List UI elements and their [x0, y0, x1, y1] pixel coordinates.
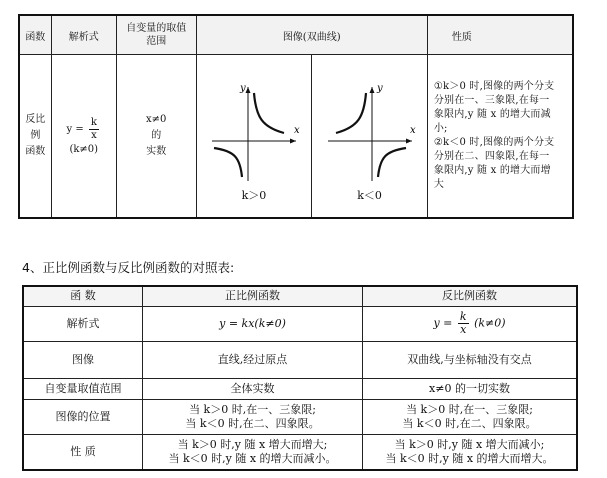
- inverse-proportion-table: [18, 14, 574, 219]
- function-name-cell: 反比 例 函数: [19, 55, 51, 219]
- row-label: 自变量取值范围: [23, 379, 143, 400]
- inverse-formula: y = $\frac{k}{x}$ (k≠0): [363, 306, 578, 341]
- graph-k-negative: [312, 55, 428, 219]
- header-direct-proportion: 正比例函数: [143, 286, 363, 306]
- hyperbola-positive-graph: [204, 69, 304, 189]
- table2-header-row: [23, 286, 577, 306]
- y-axis-label: y: [239, 83, 246, 94]
- formula-cell: y = $\frac{k}{x}$ (k≠0): [51, 55, 116, 219]
- header-expression: 解析式: [51, 15, 116, 55]
- y-axis-label: y: [376, 83, 383, 94]
- direct-graph-desc: 直线,经过原点: [143, 341, 363, 378]
- table-row: [23, 306, 577, 341]
- inverse-position: 当 k＞0 时,在一、三象限; 当 k＜0 时,在二、四象限。: [363, 399, 578, 434]
- graph-caption-negative: k＜0: [357, 189, 382, 202]
- x-axis-label: x: [293, 125, 300, 136]
- inverse-properties: 当 k＞0 时,y 随 x 增大而减小; 当 k＜0 时,y 随 x 的增大而增大。: [363, 435, 578, 470]
- header-function: 函 数: [23, 286, 143, 306]
- domain-cell: x≠0 的 实数: [116, 55, 196, 219]
- section-heading: 4、正比例函数与反比例函数的对照表:: [22, 260, 235, 275]
- table-row: [23, 399, 577, 434]
- hyperbola-negative-graph: [320, 69, 420, 189]
- properties-cell: ①k＞0 时,图像的两个分支 分别在一、三象限,在每一 象限内,y 随 x 的增大而减 小; ②k＜0 时,图像的两个分支 分别在二、四象限,在每一 象限内,y 随 x 的增大而增 大: [427, 55, 573, 219]
- inverse-graph-desc: 双曲线,与坐标轴没有交点: [363, 341, 578, 378]
- graph-k-positive: [196, 55, 312, 219]
- header-graph: 图像(双曲线): [196, 15, 427, 55]
- header-inverse-proportion: 反比例函数: [363, 286, 578, 306]
- comparison-table: [22, 285, 578, 471]
- x-axis-label: x: [409, 125, 416, 136]
- table-row: [23, 341, 577, 378]
- row-label: 性 质: [23, 435, 143, 470]
- header-function: 函数: [19, 15, 51, 55]
- header-domain: 自变量的取值范围: [116, 15, 196, 55]
- direct-position: 当 k＞0 时,在一、三象限; 当 k＜0 时,在二、四象限。: [143, 399, 363, 434]
- table1-header-row: [19, 15, 573, 55]
- direct-properties: 当 k＞0 时,y 随 x 增大而增大; 当 k＜0 时,y 随 x 的增大而减小。: [143, 435, 363, 470]
- graph-caption-positive: k＞0: [241, 189, 267, 202]
- table1-body-row: [19, 55, 573, 219]
- formula-fraction: $\frac{k}{x}$: [90, 117, 97, 141]
- row-label: 解析式: [23, 306, 143, 341]
- direct-formula: y = kx(k≠0): [143, 306, 363, 341]
- table-row: [23, 435, 577, 470]
- row-label: 图像的位置: [23, 399, 143, 434]
- header-properties: 性质: [427, 15, 573, 55]
- table-row: [23, 379, 577, 400]
- direct-domain: 全体实数: [143, 379, 363, 400]
- row-label: 图像: [23, 341, 143, 378]
- inverse-domain: x≠0 的一切实数: [363, 379, 578, 400]
- inverse-formula-fraction: $\frac{k}{x}$: [459, 310, 467, 337]
